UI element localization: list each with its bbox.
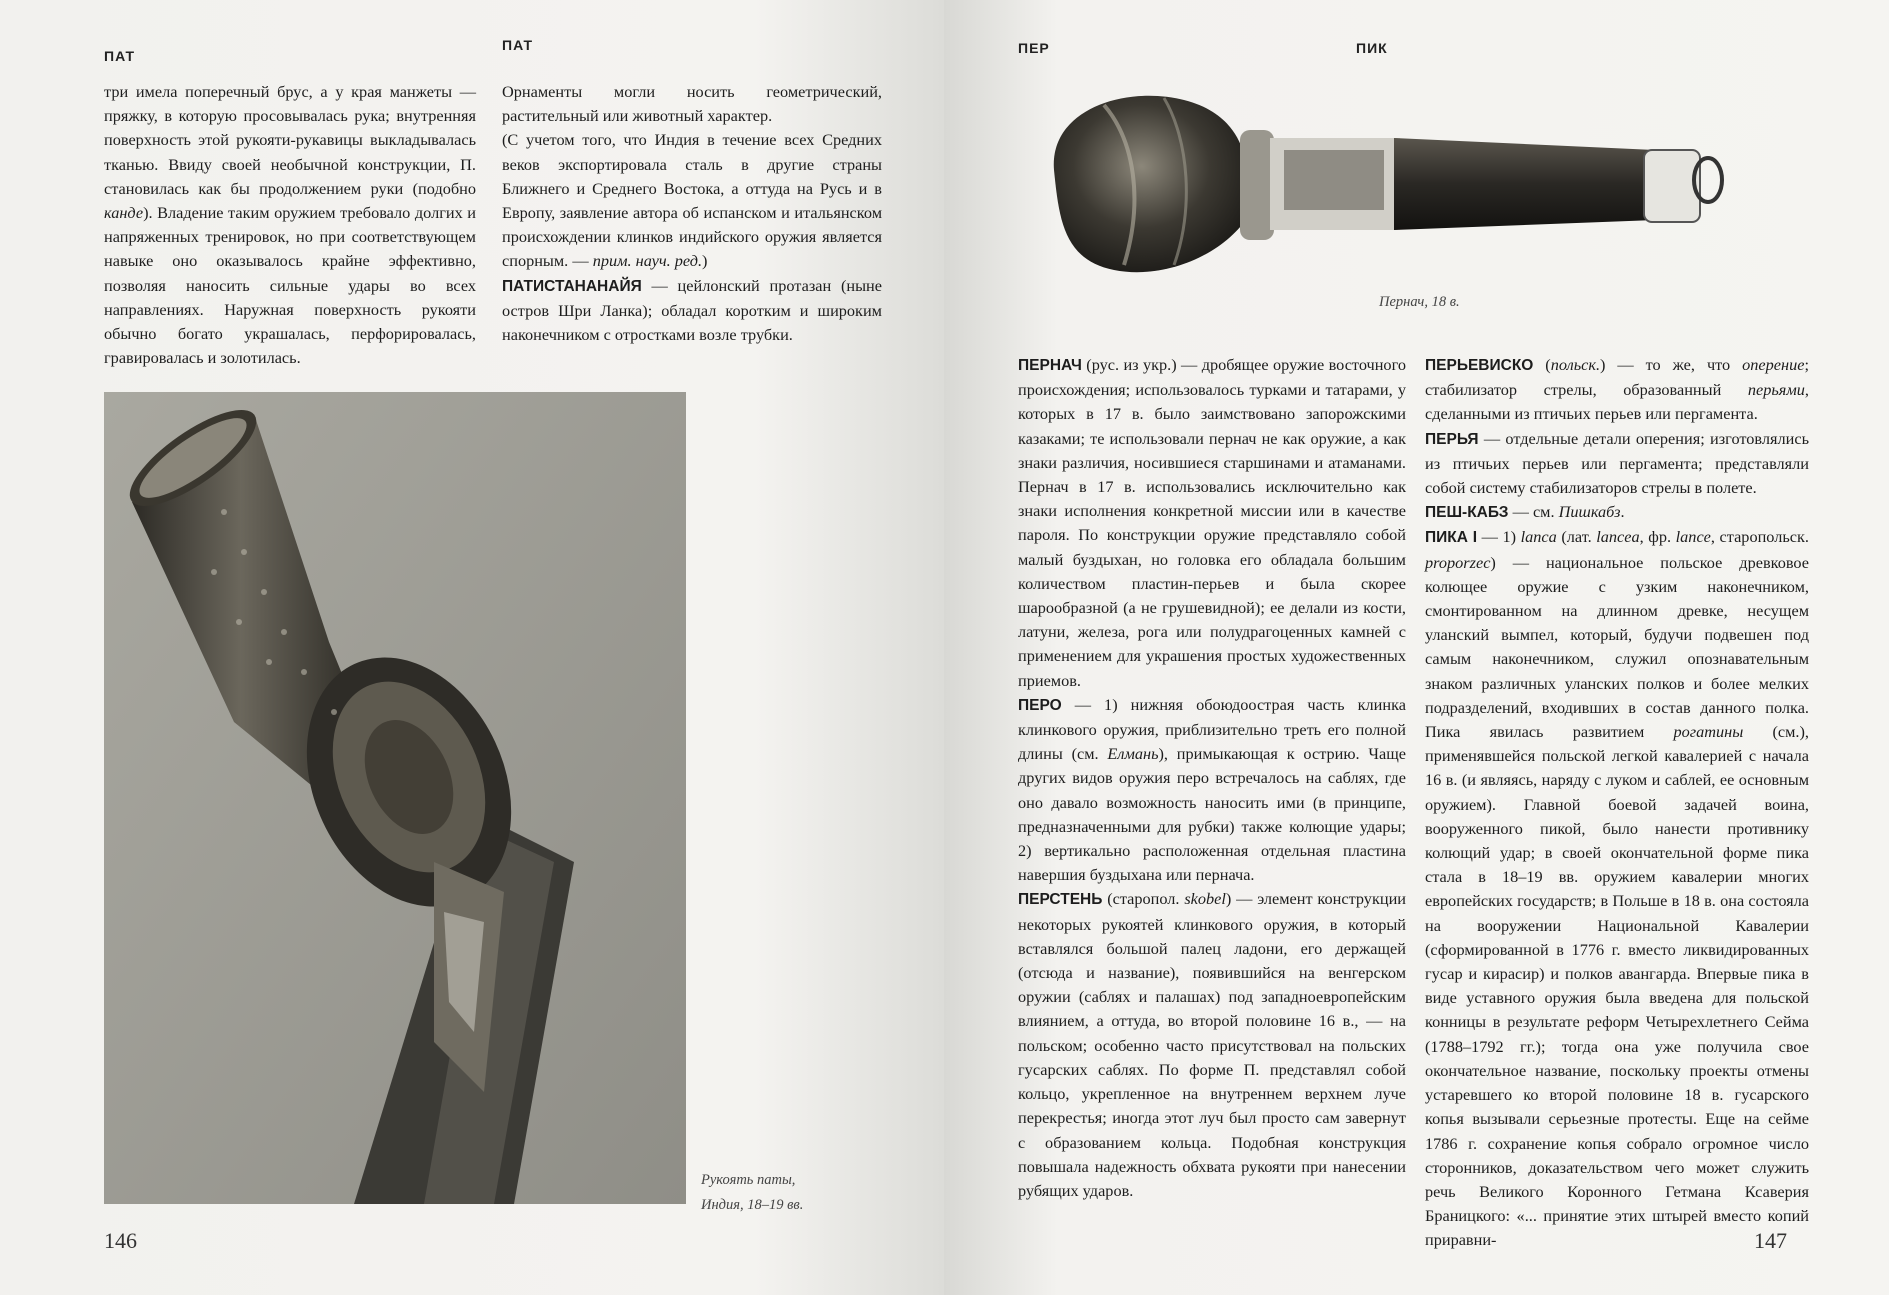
- text: (С учетом того, что Индия в течение всех Средних веков экспортировала сталь в другие страны Ближнего и Среднего Востока, а оттуда на Русь и в Европу, заявление автора об испанском и итальянском происхождении клинков индийского оружия является спорным. —: [502, 130, 882, 271]
- paragraph: [104, 80, 476, 370]
- entry-perya: [1425, 427, 1809, 501]
- text: — 1) нижняя обоюдоострая часть клинка клинкового оружия, приблизительно треть его полной длины (см.: [1018, 694, 1406, 764]
- cross-reference: канде: [104, 203, 144, 223]
- entry-pero: [1018, 693, 1406, 888]
- entry-term: ПЕРЬЕВИСКО: [1425, 357, 1534, 374]
- photo-caption: [701, 1168, 803, 1218]
- entry-patistananaiya: [502, 274, 882, 348]
- text: ), примыкающая к острию. Чаще других видов оружия перо встречалось на саблях, где оно давало возможность наносить ими (в принципе, предназначенными для рубки) также колющие удары; 2) вертикально расположенная отдельная пластина навершия буздыхана или пернача.: [1018, 744, 1406, 885]
- text: (старопол.: [1102, 889, 1180, 909]
- entry-term: ПЕРО: [1018, 696, 1062, 714]
- text: , сделанными из птичьих перьев или пергамента.: [1425, 380, 1809, 424]
- foreign-word: lanca: [1520, 527, 1557, 547]
- paragraph: Орнаменты могли носить геометрический, растительный или животный характер.: [502, 82, 882, 126]
- editor-note: [502, 128, 882, 273]
- text: ) — национальное польское древковое колющее оружие с узким наконечником, смонтированном на длинном древке, несущем уланский вымпел, который, будучи подвешен под самым наконечником, служил опознавательным знаком различных уланских полков и более мелких подразделений, входивших в состав данного полка. Пика явилась развитием: [1425, 552, 1809, 742]
- entry-pesh-kabz: [1425, 500, 1809, 525]
- entry-definition: — отдельные детали оперения; изготовлялись из птичьих перьев или пергамента; представляли собой систему стабилизаторов стрелы в полете.: [1425, 428, 1809, 498]
- foreign-word: proporzec: [1425, 552, 1491, 572]
- text: — см.: [1508, 502, 1555, 522]
- entry-term: ПЕРЬЯ: [1425, 430, 1479, 448]
- right-page: [944, 0, 1889, 1295]
- text: (: [1533, 355, 1551, 374]
- pernach-illustration: [1044, 80, 1734, 290]
- right-column-1: [1018, 353, 1406, 1203]
- text: , старопольск.: [1710, 527, 1809, 547]
- text: , фр.: [1639, 527, 1672, 547]
- entry-term: ПАТИСТАНАНАЙЯ: [502, 277, 642, 295]
- text: ) — то же, что: [1600, 355, 1731, 374]
- foreign-word: lance: [1675, 527, 1711, 547]
- entry-perstenj: [1018, 887, 1406, 1203]
- entry-term: ПИКА I: [1425, 529, 1478, 547]
- cross-reference: рогатины: [1673, 722, 1744, 742]
- entry-definition: (рус. из укр.) — дробящее оружие восточного происхождения; использовалось турками и татарами, у которых в 17 в. было заимствовано запорожскими казаками; те использовали пернач не как оружие, а как знаки различия, носившиеся старшинами и атаманами. Пернач в 17 в. использовались исключительно как знаки исполнения конкретной миссии или в качестве пароля. По конструкции оружие представляло собой малый буздыхан, но головка его обладала большим количеством пластин-перьев и была скорее шарообразной (а не грушевидной); ее делали из кости, латуни, железа, рога или полудрагоценных камней с применением для украшения простых художественных приемов.: [1018, 355, 1406, 690]
- running-header-outer: ПАТ: [104, 48, 136, 64]
- caption-line-1: Рукоять паты,: [701, 1172, 796, 1188]
- entry-definition: — цейлонский протазан (ныне остров Шри Ланка); обладал коротким и широким наконечником с отростками возле трубки.: [502, 275, 882, 345]
- cross-reference: оперение: [1742, 355, 1805, 374]
- running-header-left: ПЕР: [1018, 40, 1050, 56]
- text: (см.), применявшейся польской легкой кавалерией с начала 16 в. (и являясь, наряду с луком и саблей, ее основным оружием). Главной боевой задачей воина, вооруженного пикой, было нанести противнику колющий удар; в своей окончательной форме пика стала в 18–19 вв. оружием кавалерии многих европейских государств; в Польше в 18 в. она состояла на вооружении Национальной Кавалерии (сформированной в 1776 г. вместо ликвидированных гусар и кирасир) и полков авангарда. Впервые пика в виде уставного оружия была введена для польской конницы в результате реформ Четырехлетнего Сейма (1788–1792 гг.); тогда она уже получила свое окончательное название, поскольку проекты отмены устаревшего ко второй половине 18 в. гусарского копья вызывали серьезные протесты. Еще на сейме 1786 г. сохранение копья собрало огромное число сторонников, доказательством чего может служить речь Великого Коронного Гетмана Ксаверия Браницкого: «... принятие этих штырей вместо копий приравни-: [1425, 722, 1809, 1250]
- left-column-1: [104, 80, 476, 370]
- entry-pika: [1425, 525, 1809, 1252]
- text: три имела поперечный брус, а у края манжеты — пряжку, в которую просовывалась рука; внутренняя поверхность этой рукояти-рукавицы выкладывалась тканью. Ввиду своей необычной конструкции, П. становилась как бы продолжением руки (подобно: [104, 82, 476, 198]
- left-page: [0, 0, 944, 1295]
- text: ) — элемент конструкции некоторых рукоятей клинкового оружия, в который вставлялся большой палец ладони, его держащей (отсюда и название), появившийся на венгерском оружии (саблях и палашах) под западноевропейским влиянием, а оттуда, во второй половине 16 в., — на польском; особенно часто присутствовал на польских гусарских саблях. По форме П. представлял собой кольцо, укрепленное на внутреннем верхнем луче перекрестья; иногда этот луч был просто сам завернут с образованием кольца. Подобная конструкция повышала надежность обхвата рукояти при нанесении рубящих ударов.: [1018, 889, 1406, 1200]
- caption-line-2: Индия, 18–19 вв.: [701, 1197, 804, 1213]
- foreign-word: lancea: [1596, 527, 1640, 547]
- left-column-2: [502, 80, 882, 347]
- pata-hilt-illustration: [104, 392, 686, 1204]
- text: — 1): [1477, 527, 1517, 547]
- text: ; стабилизатор стрелы, образованный: [1425, 355, 1809, 400]
- text: .: [1620, 502, 1625, 522]
- page-number: 147: [1754, 1228, 1787, 1253]
- entry-pernach: [1018, 353, 1406, 693]
- running-header-inner: ПАТ: [502, 37, 534, 53]
- editor-label: прим. науч. ред.: [592, 251, 703, 271]
- pernach-caption: Пернач, 18 в.: [1379, 294, 1460, 310]
- foreign-word: skobel: [1184, 889, 1226, 909]
- cross-reference: Елмань: [1107, 744, 1159, 764]
- text: ). Владение таким оружием требовало долгих и напряженных тренировок, но при соответствующем навыке оно оказывалось крайне эффективно, позволяя наносить сильные удары во всех направлениях. Наружная поверхность рукояти обычно богато украшалась, перфорировалась, гравировалась и золотилась.: [104, 203, 476, 368]
- text: (лат.: [1556, 527, 1592, 547]
- text: ): [702, 251, 708, 271]
- cross-reference: Пишкабз: [1558, 502, 1621, 522]
- running-header-right: ПИК: [1356, 40, 1388, 56]
- entry-term: ПЕРНАЧ: [1018, 357, 1082, 374]
- page-number: 146: [104, 1228, 137, 1253]
- right-column-2: [1425, 353, 1809, 1253]
- entry-term: ПЕРСТЕНЬ: [1018, 891, 1103, 909]
- cross-reference: перьями: [1747, 380, 1805, 400]
- entry-perjevisko: [1425, 353, 1809, 427]
- language-label: польск.: [1550, 355, 1601, 374]
- entry-term: ПЕШ-КАБЗ: [1425, 504, 1509, 522]
- pata-hilt-photo: [104, 392, 686, 1204]
